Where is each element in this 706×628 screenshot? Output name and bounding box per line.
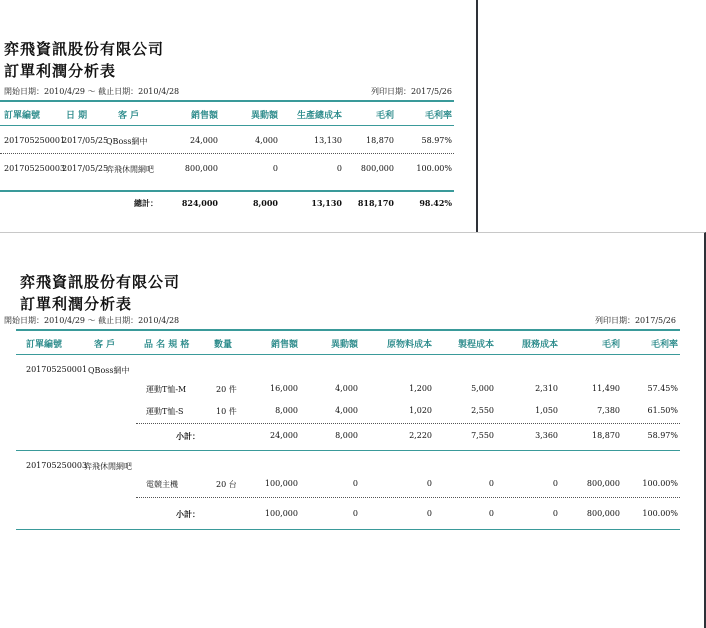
report-title: 訂單利潤分析表	[20, 295, 133, 313]
detail-report-page	[0, 232, 706, 628]
total-rule	[0, 190, 454, 192]
cell-sales: 100,000	[264, 479, 298, 488]
cell-gross-profit: 18,870	[366, 136, 394, 145]
cell-order-no: 201705250001	[26, 365, 88, 374]
total-sales: 824,000	[181, 198, 218, 208]
subtotal-sales: 24,000	[270, 431, 298, 440]
subtotal-margin: 58.97%	[647, 431, 678, 440]
cell-gross-profit: 11,490	[592, 384, 620, 393]
subtotal-process-cost: 0	[488, 509, 494, 518]
cell-sales: 8,000	[275, 406, 298, 415]
order-divider	[16, 529, 680, 530]
subtotal-adjustment: 8,000	[335, 431, 358, 440]
col-header-margin: 毛利率	[650, 340, 678, 350]
cell-margin: 61.50%	[647, 406, 678, 415]
cell-production-cost: 13,130	[314, 136, 342, 145]
company-name: 弈飛資訊股份有限公司	[20, 273, 181, 291]
col-header-order-no: 訂單編號	[4, 111, 41, 121]
subtotal-process-cost: 7,550	[471, 431, 494, 440]
cell-date: 2017/05/25	[62, 136, 109, 145]
col-header-sales: 銷售額	[270, 340, 298, 350]
cell-spec: 電競主機	[146, 480, 178, 489]
header-rule-top	[16, 329, 680, 331]
col-header-margin: 毛利率	[424, 111, 452, 121]
total-gross-profit: 818,170	[357, 198, 394, 208]
cell-margin: 100.00%	[416, 164, 452, 173]
col-header-process-cost: 製程成本	[457, 340, 494, 350]
cell-spec: 運動T恤-S	[146, 407, 184, 416]
col-header-customer: 客 戶	[118, 111, 140, 121]
cell-adjustment: 4,000	[335, 406, 358, 415]
col-header-adjustment: 異動額	[330, 340, 358, 350]
cell-margin: 100.00%	[642, 479, 678, 488]
subtotal-adjustment: 0	[352, 509, 358, 518]
header-rule-bottom	[16, 354, 680, 355]
col-header-adjustment: 異動額	[250, 111, 278, 121]
cell-qty: 10 件	[216, 407, 237, 416]
subtotal-label: 小計：	[176, 431, 200, 441]
cell-margin: 57.45%	[647, 384, 678, 393]
print-date: 列印日期：2017/5/26	[370, 87, 452, 96]
cell-service-cost: 1,050	[535, 406, 558, 415]
col-header-service-cost: 服務成本	[521, 340, 558, 350]
col-header-material-cost: 原物料成本	[386, 340, 432, 350]
subtotal-divider	[136, 423, 680, 424]
cell-customer: QBoss網中	[88, 366, 130, 375]
total-label: 總計：	[134, 198, 158, 208]
cell-production-cost: 0	[336, 164, 342, 173]
total-production-cost: 13,130	[311, 198, 342, 208]
cell-customer: QBoss網中	[106, 137, 148, 146]
order-divider	[16, 450, 680, 451]
date-range: 開始日期：2010/4/29 ～ 截止日期：2010/4/28	[4, 87, 180, 96]
cell-customer: 弈飛休閒網吧	[106, 165, 154, 174]
total-adjustment: 8,000	[252, 198, 278, 208]
cell-gross-profit: 800,000	[586, 479, 620, 488]
cell-adjustment: 0	[272, 164, 278, 173]
header-rule-top	[0, 100, 454, 102]
cell-process-cost: 2,550	[471, 406, 494, 415]
col-header-spec: 品 名 規 格	[144, 340, 190, 350]
subtotal-divider	[136, 497, 680, 498]
summary-report-page	[0, 0, 478, 234]
cell-order-no: 201705250001	[4, 136, 66, 145]
cell-material-cost: 1,200	[409, 384, 432, 393]
cell-qty: 20 台	[216, 480, 237, 489]
cell-adjustment: 4,000	[335, 384, 358, 393]
cell-qty: 20 件	[216, 385, 237, 394]
subtotal-service-cost: 0	[552, 509, 558, 518]
header-rule-bottom	[0, 125, 454, 126]
subtotal-gross-profit: 18,870	[592, 431, 620, 440]
col-header-date: 日 期	[66, 111, 88, 121]
print-date: 列印日期：2017/5/26	[594, 316, 676, 325]
cell-adjustment: 4,000	[255, 136, 278, 145]
cell-adjustment: 0	[352, 479, 358, 488]
subtotal-service-cost: 3,360	[535, 431, 558, 440]
cell-service-cost: 2,310	[535, 384, 558, 393]
col-header-production-cost: 生產總成本	[296, 111, 342, 121]
company-name: 弈飛資訊股份有限公司	[4, 40, 165, 58]
col-header-qty: 數量	[214, 340, 233, 350]
col-header-sales: 銷售額	[190, 111, 218, 121]
col-header-gross-profit: 毛利	[375, 111, 394, 121]
subtotal-material-cost: 2,220	[409, 431, 432, 440]
subtotal-material-cost: 0	[426, 509, 432, 518]
row-divider	[0, 153, 454, 154]
cell-process-cost: 5,000	[471, 384, 494, 393]
cell-order-no: 201705250003	[4, 164, 66, 173]
cell-material-cost: 0	[426, 479, 432, 488]
cell-service-cost: 0	[552, 479, 558, 488]
date-range: 開始日期：2010/4/29 ～ 截止日期：2010/4/28	[4, 316, 180, 325]
cell-sales: 800,000	[184, 164, 218, 173]
cell-material-cost: 1,020	[409, 406, 432, 415]
subtotal-sales: 100,000	[264, 509, 298, 518]
subtotal-margin: 100.00%	[642, 509, 678, 518]
col-header-customer: 客 戶	[94, 340, 116, 350]
subtotal-gross-profit: 800,000	[586, 509, 620, 518]
col-header-gross-profit: 毛利	[601, 340, 620, 350]
cell-margin: 58.97%	[421, 136, 452, 145]
cell-date: 2017/05/25	[62, 164, 109, 173]
report-title: 訂單利潤分析表	[4, 62, 117, 80]
cell-sales: 16,000	[270, 384, 298, 393]
total-margin: 98.42%	[419, 198, 452, 208]
subtotal-label: 小計：	[176, 509, 200, 519]
cell-gross-profit: 7,380	[597, 406, 620, 415]
cell-customer: 弈飛休閒網吧	[84, 462, 132, 471]
col-header-order-no: 訂單編號	[26, 340, 63, 350]
cell-gross-profit: 800,000	[360, 164, 394, 173]
cell-sales: 24,000	[190, 136, 218, 145]
cell-spec: 運動T恤-M	[146, 385, 187, 394]
cell-process-cost: 0	[488, 479, 494, 488]
cell-order-no: 201705250003	[26, 461, 88, 470]
